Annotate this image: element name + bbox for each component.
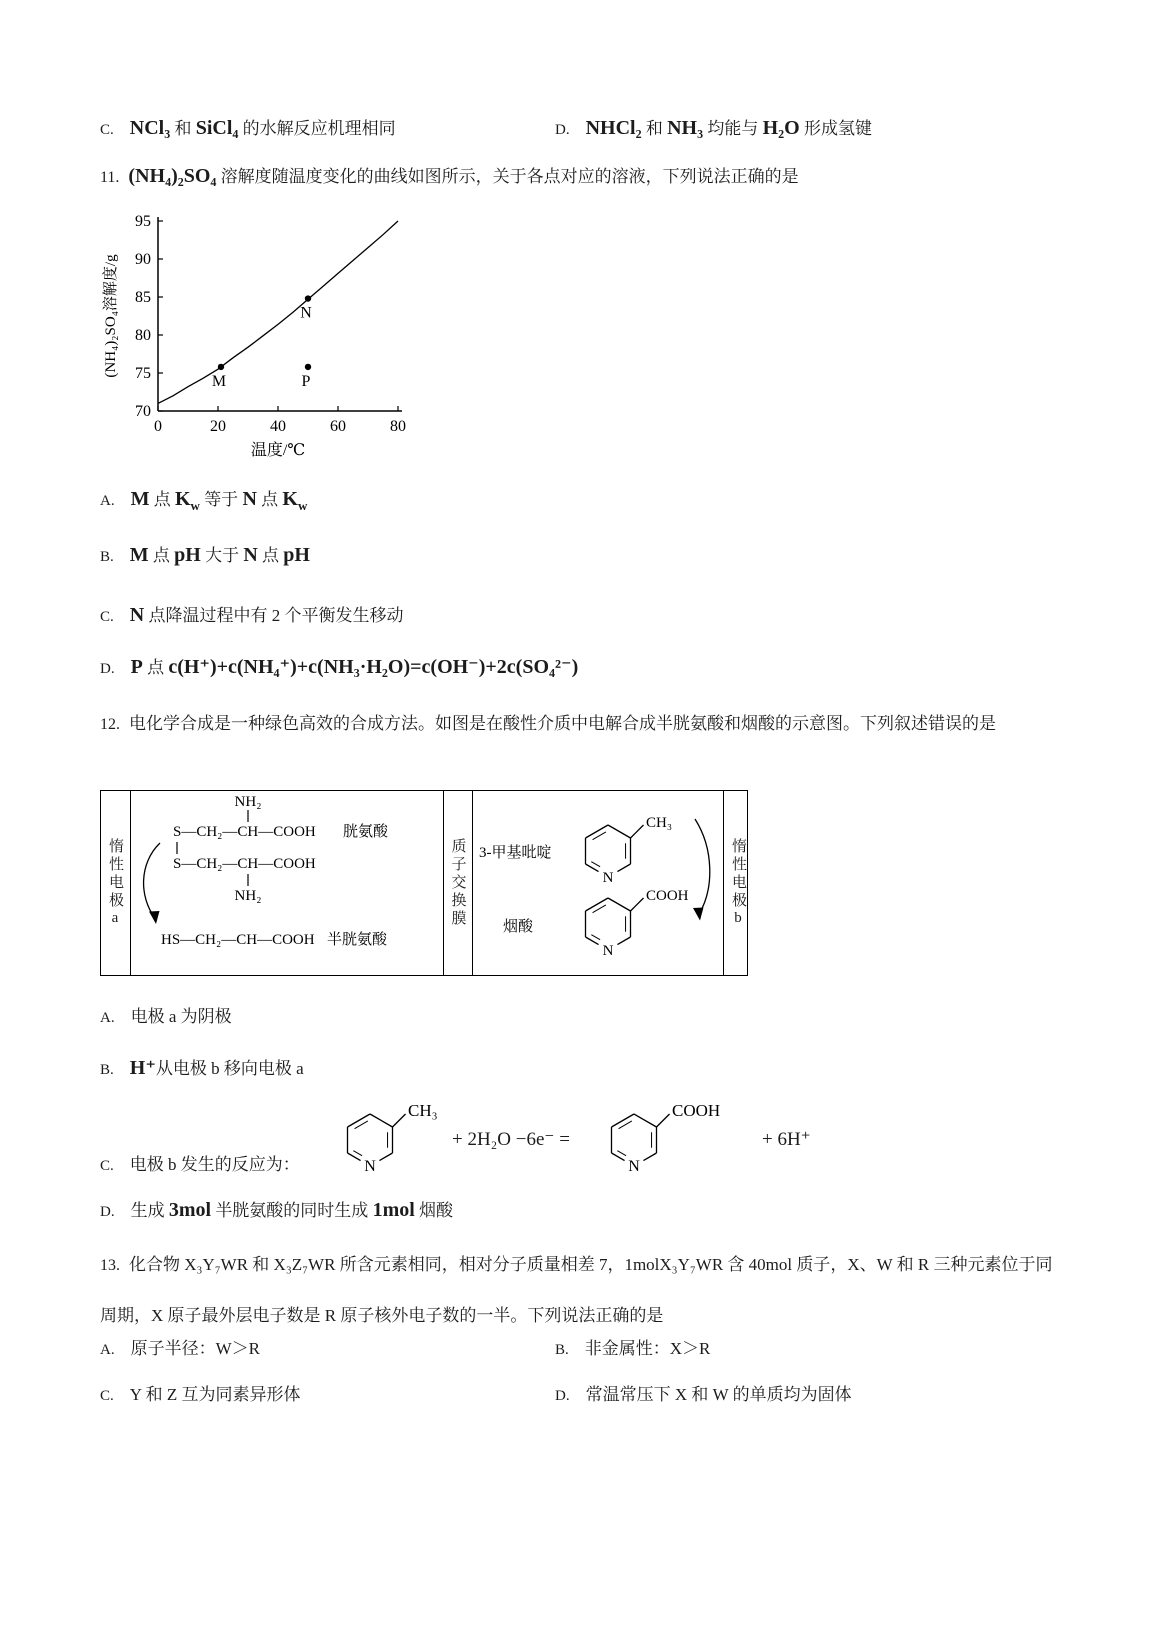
q13-option-a xyxy=(100,1334,260,1359)
ring-nitrogen-label: N xyxy=(628,1158,640,1175)
q12-option-d-label: D. xyxy=(100,1204,115,1220)
q10-option-d xyxy=(555,112,872,144)
question-11-stem xyxy=(100,160,1062,192)
q13-option-c-text: Y 和 Z 互为同素异形体 xyxy=(129,1385,301,1404)
anode-compartment xyxy=(131,791,443,975)
question-13-number: 13. xyxy=(100,1257,120,1274)
q12-option-a-label: A. xyxy=(100,1010,115,1026)
electrode-b-label xyxy=(723,791,753,975)
methylpyridine-ring xyxy=(586,825,644,872)
methyl-label: CH₃ xyxy=(646,815,673,831)
q10-option-d-label: D. xyxy=(555,122,570,138)
q12-option-d-text: 生成 3mol 半胱氨酸的同时生成 1mol 烟酸 xyxy=(130,1199,454,1221)
question-11-text: (NH₄)₂SO₄ 溶解度随温度变化的曲线如图所示，关于各点对应的溶液，下列说法正确的是 xyxy=(128,165,799,187)
svg-text:(NH₄)₂SO₄溶解度/g: (NH₄)₂SO₄溶解度/g xyxy=(103,254,119,378)
q11-option-c-text: N 点降温过程中有 2 个平衡发生移动 xyxy=(129,604,404,626)
svg-text:20: 20 xyxy=(210,418,226,435)
q10-option-c-label: C. xyxy=(100,122,114,138)
q12-option-c xyxy=(100,1150,300,1175)
q12-option-c-label: C. xyxy=(100,1158,114,1174)
niacin-ring xyxy=(612,1114,670,1161)
q12-option-b-label: B. xyxy=(100,1062,114,1078)
question-13-stem xyxy=(100,1240,1062,1341)
cathode-compartment xyxy=(473,791,723,975)
q13-option-c xyxy=(100,1380,301,1405)
svg-text:0: 0 xyxy=(154,418,162,435)
svg-text:85: 85 xyxy=(135,289,151,306)
svg-text:75: 75 xyxy=(135,365,151,382)
cystine-chain-2: S—CH₂—CH—COOH xyxy=(173,856,316,872)
electrode-a-label xyxy=(101,791,131,975)
question-11-number: 11. xyxy=(100,169,120,186)
svg-text:90: 90 xyxy=(135,251,151,268)
q13-option-b xyxy=(555,1334,710,1359)
question-13-text: 化合物 X₃Y₇WR 和 X₃Z₇WR 所含元素相同，相对分子质量相差 7，1molX₃Y₇WR 含 40mol 质子，X、W 和 R 三种元素位于同周期，X 原子最外层电子数是 R 原子核外电子数的一半。下列说法正确的是 xyxy=(100,1255,1053,1325)
methyl-label: CH₃ xyxy=(408,1101,438,1120)
q10-option-c xyxy=(100,112,396,144)
membrane-label xyxy=(443,791,473,975)
reduction-arrow xyxy=(144,843,160,918)
membrane-text: 质子交换膜 xyxy=(449,838,466,928)
q11-option-a-label: A. xyxy=(100,493,115,509)
svg-text:M: M xyxy=(211,372,227,390)
ring-nitrogen-label: N xyxy=(602,943,614,959)
cystine-label: 胱氨酸 xyxy=(343,824,389,840)
electrolysis-diagram xyxy=(100,790,748,976)
q12-option-d xyxy=(100,1196,453,1222)
q10-option-c-text: NCl₃ 和 SiCl₄ 的水解反应机理相同 xyxy=(129,117,396,139)
svg-text:80: 80 xyxy=(135,327,151,344)
q13-options-row-1 xyxy=(100,1334,1062,1364)
reaction-product-ring xyxy=(592,1082,752,1184)
methylpyridine-ring xyxy=(348,1114,406,1161)
q12-option-c-text: 电极 b 发生的反应为： xyxy=(129,1155,300,1174)
cystine-chain-1: S—CH₂—CH—COOH xyxy=(173,824,316,840)
q12-option-b-text: H⁺从电极 b 移向电极 a xyxy=(129,1057,304,1079)
q11-option-b-label: B. xyxy=(100,549,114,565)
svg-text:40: 40 xyxy=(270,418,286,435)
reaction-tail-text: + 6H⁺ xyxy=(762,1129,811,1150)
arrowhead xyxy=(149,911,160,924)
q11-option-b-text: M 点 pH 大于 N 点 pH xyxy=(129,544,310,566)
niacin-ring xyxy=(586,898,644,945)
q13-options-row-2 xyxy=(100,1380,1062,1410)
cysteine-label: 半胱氨酸 xyxy=(327,932,388,948)
solubility-chart xyxy=(100,203,460,469)
ring-nitrogen-label: N xyxy=(364,1158,376,1175)
ring-nitrogen-label: N xyxy=(602,870,614,886)
q12-option-b xyxy=(100,1054,304,1080)
q12-option-a xyxy=(100,1002,232,1027)
electrode-b-text: 惰性电极b xyxy=(730,837,746,929)
q10-option-d-text: NHCl₂ 和 NH₃ 均能与 H₂O 形成氢键 xyxy=(585,117,872,139)
q11-option-d-label: D. xyxy=(100,661,115,677)
q13-option-a-text: 原子半径：W＞R xyxy=(130,1339,260,1358)
electrode-a-text: 惰性电极a xyxy=(107,837,123,929)
amine-top-label: NH₂ xyxy=(234,794,262,810)
svg-text:温度/℃: 温度/℃ xyxy=(250,442,306,459)
methylpyridine-label: 3-甲基吡啶 xyxy=(479,845,552,861)
q13-option-d xyxy=(555,1380,852,1405)
q13-option-d-label: D. xyxy=(555,1388,570,1404)
svg-text:80: 80 xyxy=(390,418,406,435)
q13-option-b-text: 非金属性：X＞R xyxy=(584,1339,711,1358)
question-12-stem xyxy=(100,698,1062,751)
q13-option-d-text: 常温常压下 X 和 W 的单质均为固体 xyxy=(585,1385,852,1404)
svg-text:95: 95 xyxy=(135,213,151,230)
svg-text:P: P xyxy=(301,372,311,390)
oxidation-arrow xyxy=(695,819,710,914)
q11-option-a xyxy=(100,485,307,514)
q11-option-b xyxy=(100,541,310,567)
carboxyl-label: COOH xyxy=(646,888,689,904)
q13-option-a-label: A. xyxy=(100,1342,115,1358)
q12-option-a-text: 电极 a 为阴极 xyxy=(130,1007,232,1026)
q11-option-d xyxy=(100,653,578,679)
arrowhead xyxy=(693,908,704,921)
amine-bottom-label: NH₂ xyxy=(234,888,262,904)
svg-text:60: 60 xyxy=(330,418,346,435)
question-12-text: 电化学合成是一种绿色高效的合成方法。如图是在酸性介质中电解合成半胱氨酸和烟酸的示意图。下列叙述错误的是 xyxy=(129,714,996,733)
pyridine-structures xyxy=(473,791,723,974)
niacin-label: 烟酸 xyxy=(503,919,534,935)
carboxyl-label: COOH xyxy=(672,1101,721,1120)
q11-option-c xyxy=(100,601,403,627)
q11-option-c-label: C. xyxy=(100,609,114,625)
q13-option-c-label: C. xyxy=(100,1388,114,1404)
cysteine-chain: HS—CH₂—CH—COOH xyxy=(161,932,315,948)
cystine-structure xyxy=(131,791,443,974)
q11-option-a-text: M 点 $K_w$ 等于 N 点 $K_w$ xyxy=(130,488,308,513)
q13-option-b-label: B. xyxy=(555,1342,569,1358)
q11-option-d-text: P 点 c(H⁺)+c(NH₄⁺)+c(NH₃·H₂O)=c(OH⁻)+2c(SO₄²⁻) xyxy=(130,656,579,678)
q10-options-row xyxy=(100,112,1062,148)
svg-text:70: 70 xyxy=(135,403,151,420)
svg-text:N: N xyxy=(300,304,312,322)
reaction-middle-text: + 2H₂O −6e⁻ = xyxy=(452,1129,570,1150)
reaction-reactant-ring xyxy=(328,1082,458,1184)
question-12-number: 12. xyxy=(100,716,120,733)
